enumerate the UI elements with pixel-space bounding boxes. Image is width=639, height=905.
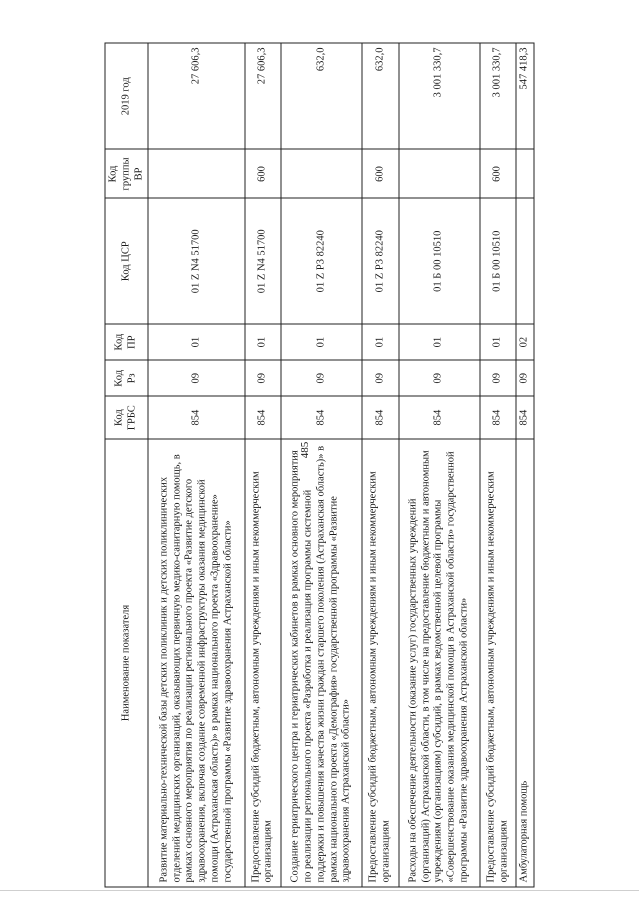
row-grbs: 854 xyxy=(480,396,516,439)
row-csr: 01 Z P3 82240 xyxy=(362,198,398,324)
row-rz: 09 xyxy=(281,360,362,396)
row-vr: 600 xyxy=(480,150,516,199)
row-csr: 01 Z P3 82240 xyxy=(281,198,362,324)
row-value: 3 001 330,7 xyxy=(398,43,479,150)
row-pr: 02 xyxy=(516,324,534,360)
header-name: Наименование показателя xyxy=(105,439,148,887)
row-vr xyxy=(281,150,362,199)
table-header-row xyxy=(105,43,148,887)
table-row xyxy=(398,43,479,887)
row-rz: 09 xyxy=(480,360,516,396)
row-rz: 09 xyxy=(398,360,479,396)
row-rz: 09 xyxy=(362,360,398,396)
budget-table-rotated xyxy=(104,43,534,888)
row-csr xyxy=(516,198,534,324)
row-value: 27 606,3 xyxy=(244,43,280,150)
table-row xyxy=(516,43,534,887)
budget-table xyxy=(104,43,534,888)
row-grbs: 854 xyxy=(516,396,534,439)
row-value: 632,0 xyxy=(362,43,398,150)
row-pr: 01 xyxy=(480,324,516,360)
header-csr: Код ЦСР xyxy=(105,198,148,324)
row-pr: 01 xyxy=(148,324,245,360)
page-bottom-rule xyxy=(0,890,639,891)
page-number: 485 xyxy=(299,441,311,459)
header-pr: Код ПР xyxy=(105,324,148,360)
header-grbs: Код ГРБС xyxy=(105,396,148,439)
table-row xyxy=(148,43,245,887)
row-value: 27 606,3 xyxy=(148,43,245,150)
header-rz: Код Рз xyxy=(105,360,148,396)
row-pr: 01 xyxy=(281,324,362,360)
row-name: Предоставление субсидий бюджетным, автономным учреждениям и иным некоммерческим организациям xyxy=(244,439,280,887)
row-grbs: 854 xyxy=(398,396,479,439)
header-year: 2019 год xyxy=(105,43,148,150)
row-rz: 09 xyxy=(516,360,534,396)
row-grbs: 854 xyxy=(148,396,245,439)
row-vr xyxy=(398,150,479,199)
row-rz: 09 xyxy=(244,360,280,396)
row-grbs: 854 xyxy=(244,396,280,439)
table-row xyxy=(480,43,516,887)
row-name: Расходы на обеспечение деятельности (оказание услуг) государственных учреждений (организаций) Астраханской области, в том числе на предоставление бюджетным и автономным учреждениям (организациям) субсидий, в рамках ведомственной целевой программы «Совершенствование оказания медицинской помощи в Астраханской области» государственной программы «Развитие здравоохранения Астраханской области» xyxy=(398,439,479,887)
row-vr: 600 xyxy=(362,150,398,199)
row-name: Предоставление субсидий бюджетным, автономным учреждениям и иным некоммерческим организациям xyxy=(480,439,516,887)
row-csr: 01 Б 00 10510 xyxy=(398,198,479,324)
row-csr: 01 Z N4 51700 xyxy=(244,198,280,324)
row-vr: 600 xyxy=(244,150,280,199)
row-vr xyxy=(148,150,245,199)
row-name: Предоставление субсидий бюджетным, автономным учреждениям и иным некоммерческим организациям xyxy=(362,439,398,887)
row-name: Амбулаторная помощь xyxy=(516,439,534,887)
row-csr: 01 Z N4 51700 xyxy=(148,198,245,324)
table-row xyxy=(244,43,280,887)
row-csr: 01 Б 00 10510 xyxy=(480,198,516,324)
table-row xyxy=(281,43,362,887)
row-name: Создание гериатрического центра и гериатрических кабинетов в рамках основного мероприятия по реализации регионального проекта «Разработка и реализация программы системной поддержки и повышения качества жизни граждан старшего поколения (Астраханская область)» в рамках национального проекта «Демография» государственной программы «Развитие здравоохранения Астраханской области» xyxy=(281,439,362,887)
row-name: Развитие материально-технической базы детских поликлиник и детских поликлинических отделений медицинских организаций, оказывающих первичную медико-санитарную помощь, в рамках основного мероприятия по реализации регионального проекта «Развитие детского здравоохранения, включая создание современной инфраструктуры оказания медицинской помощи (Астраханская область)» в рамках национального проекта «Здравоохранение» государственной программы «Развитие здравоохранения Астраханской области» xyxy=(148,439,245,887)
row-value: 3 001 330,7 xyxy=(480,43,516,150)
row-pr: 01 xyxy=(398,324,479,360)
table-row xyxy=(362,43,398,887)
header-vr: Код группы ВР xyxy=(105,150,148,199)
row-pr: 01 xyxy=(244,324,280,360)
row-vr xyxy=(516,150,534,199)
row-rz: 09 xyxy=(148,360,245,396)
row-grbs: 854 xyxy=(281,396,362,439)
row-pr: 01 xyxy=(362,324,398,360)
row-value: 547 418,3 xyxy=(516,43,534,150)
row-value: 632,0 xyxy=(281,43,362,150)
row-grbs: 854 xyxy=(362,396,398,439)
